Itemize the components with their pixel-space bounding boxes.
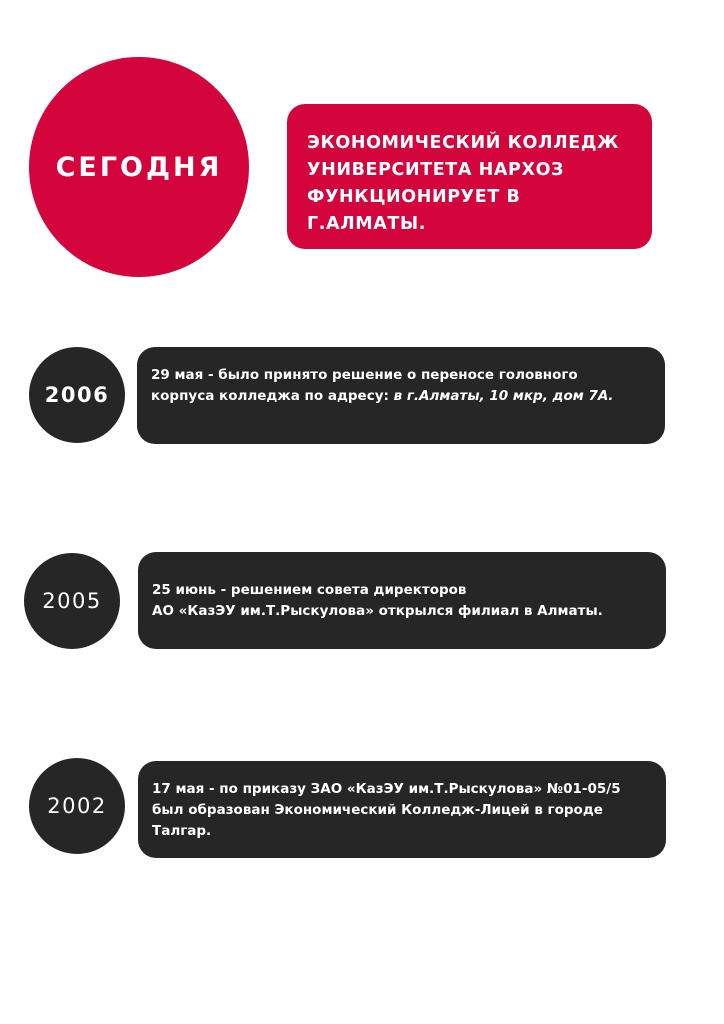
year-circle-2002 xyxy=(26,755,128,857)
today-circle xyxy=(29,57,249,277)
event-text-2005 xyxy=(152,580,646,622)
event-text-2002: 17 мая - по приказу ЗАО «КазЭУ им.Т.Рыскулова» №01-05/5 был образован Экономический Колледж-Лицей в городе Талгар. xyxy=(152,781,621,839)
event-box-2005 xyxy=(138,552,666,649)
event-text-2006-main: 29 мая - было принято решение о переносе головного корпуса колледжа по адресу: xyxy=(151,367,578,404)
event-text-2005-line1: 25 июнь - решением совета директоров xyxy=(152,582,467,598)
event-box-2006 xyxy=(137,347,665,444)
event-text-2005-line2: АО «КазЭУ им.Т.Рыскулова» открылся филиал в Алматы. xyxy=(152,603,603,619)
year-label-2002: 2002 xyxy=(47,794,107,818)
today-label: СЕГОДНЯ xyxy=(55,151,223,183)
event-box-2002 xyxy=(138,761,666,858)
event-text-2006 xyxy=(151,365,645,407)
today-description-box xyxy=(287,104,652,249)
today-description: ЭКОНОМИЧЕСКИЙ КОЛЛЕДЖ УНИВЕРСИТЕТА НАРХОЗ ФУНКЦИОНИРУЕТ В Г.АЛМАТЫ. xyxy=(307,133,620,234)
year-circle-2006 xyxy=(26,344,128,446)
event-text-2006-address: в г.Алматы, 10 мкр, дом 7А. xyxy=(393,388,614,404)
year-label-2005: 2005 xyxy=(42,589,102,613)
year-label-2006: 2006 xyxy=(44,383,110,407)
year-circle-2005 xyxy=(21,550,123,652)
